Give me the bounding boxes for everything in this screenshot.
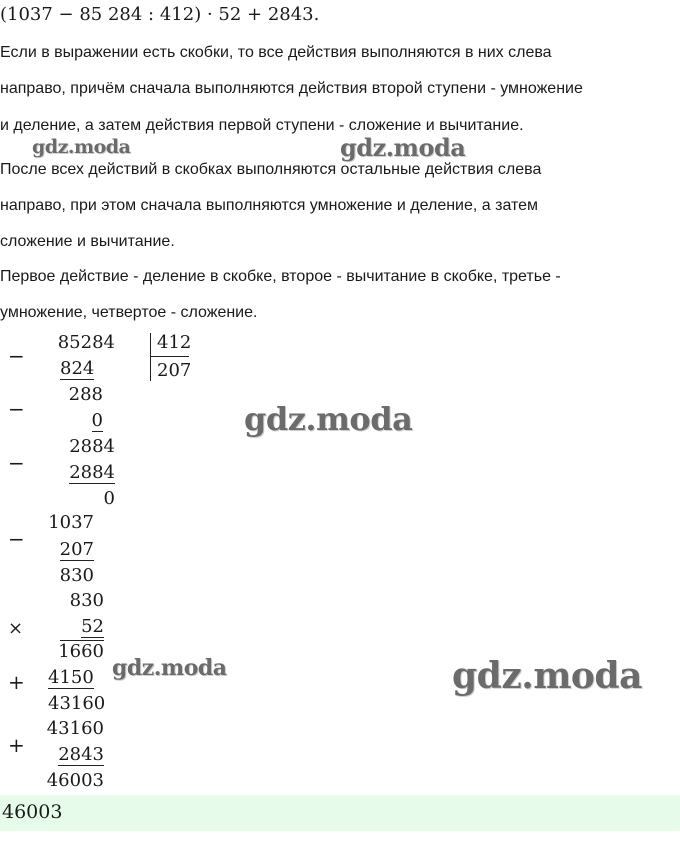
plus-sign: + [8,670,25,694]
minus-sign: − [8,397,25,421]
final-remainder: 0 [103,488,115,509]
watermark: gdz.moda [112,655,227,681]
subtrahend: 207 [59,539,94,560]
difference: 830 [59,565,94,586]
minuend: 1037 [48,512,94,533]
step-remainder: 288 [68,384,103,405]
step-subtrahend: 824 [60,358,95,379]
divisor-line [151,356,189,357]
text-line: умножение, четвертое - сложение. [0,304,258,321]
watermark: gdz.moda [244,400,413,438]
text-line: направо, при этом сначала выполняются умножение и деление, а затем [0,197,539,214]
plus-sign: + [8,733,25,757]
answer-box [0,795,680,831]
division-bracket [150,333,151,381]
minus-sign: − [8,527,25,551]
text-line: сложение и вычитание. [0,233,175,250]
text-line: Первое действие - деление в скобке, второе - вычитание в скобке, третье - [0,268,561,285]
expression: (1037 − 85 284 : 412) · 52 + 2843. [0,4,320,25]
quotient: 207 [157,360,192,381]
minus-sign: − [8,451,25,475]
dividend: 85284 [57,332,115,353]
divisor: 412 [157,332,192,353]
product: 43160 [48,693,106,714]
text-line: После всех действий в скобках выполняются остальные действия слева [0,161,542,178]
step-remainder: 2884 [69,436,115,457]
addend: 2843 [58,744,104,765]
text-line: направо, причём сначала выполняются действия второй ступени - умножение [0,80,583,97]
sum: 46003 [46,770,104,791]
text-line: Если в выражении есть скобки, то все действия выполняются в них слева [0,44,552,61]
answer-value: 46003 [2,801,63,823]
partial-product: 1660 [58,641,104,662]
step-subtrahend: 2884 [69,462,115,483]
addend: 43160 [46,718,104,739]
times-sign: × [8,618,24,639]
multiplier: 52 [81,616,104,637]
watermark: gdz.moda [32,136,131,158]
watermark: gdz.moda [452,655,642,697]
multiplicand: 830 [69,590,104,611]
minus-sign: − [8,344,25,368]
watermark: gdz.moda [340,133,466,162]
text-line: и деление, а затем действия первой ступени - сложение и вычитание. [0,117,524,134]
partial-product: 4150 [48,667,94,688]
step-subtrahend: 0 [91,410,103,431]
